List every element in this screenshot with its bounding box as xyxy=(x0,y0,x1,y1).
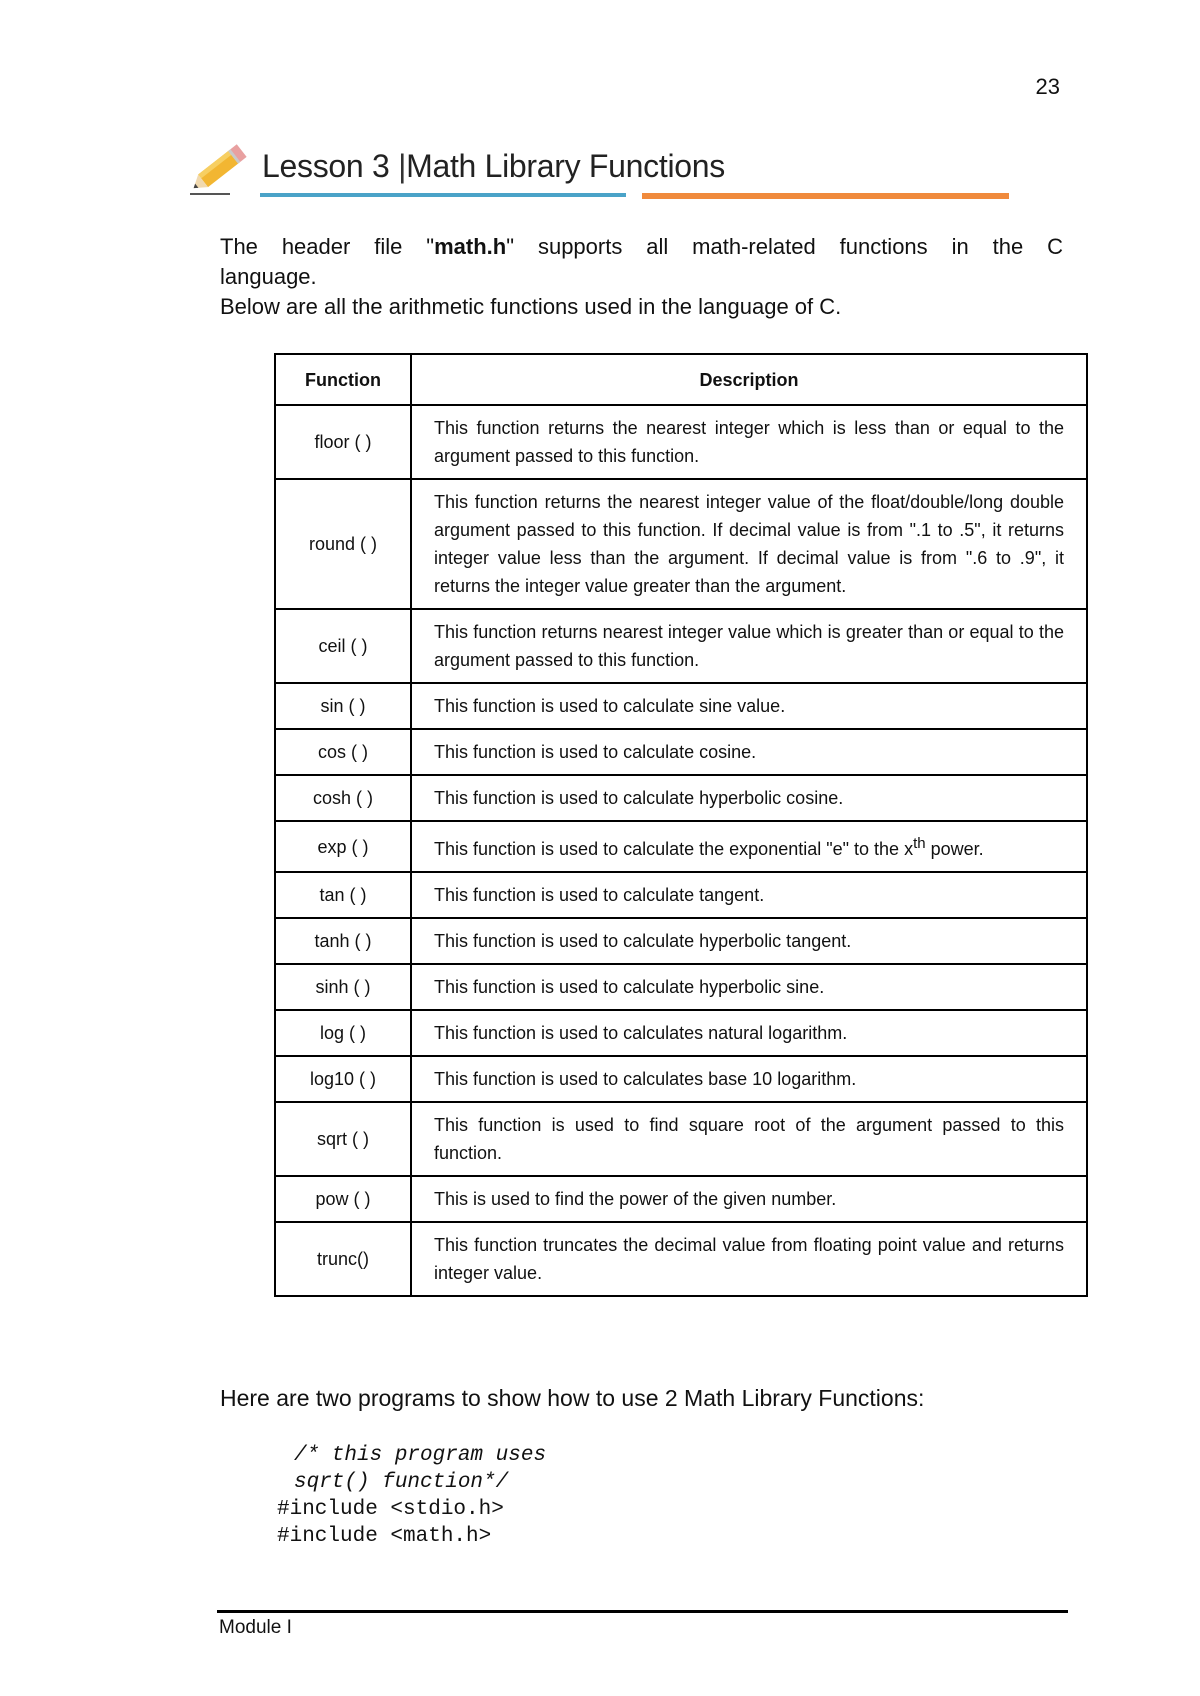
code-comment-line-2: sqrt() function*/ xyxy=(294,1471,509,1494)
table-row xyxy=(275,964,1087,1010)
code-include-math: #include <math.h> xyxy=(277,1525,492,1548)
outro-text: Here are two programs to show how to use 2 Math Library Functions: xyxy=(220,1385,925,1411)
function-name: floor ( ) xyxy=(275,405,411,479)
function-name: cos ( ) xyxy=(275,729,411,775)
table-row xyxy=(275,1222,1087,1296)
math-h-bold: math.h xyxy=(434,234,507,259)
table-row xyxy=(275,821,1087,872)
pencil-icon xyxy=(190,134,254,198)
function-description: This function returns the nearest integer value of the float/double/long double argument passed to this function. If decimal value is from ".1 to .5", it returns integer value less than the argument. If decimal value is from ".6 to .9", it returns the integer value greater than the argument. xyxy=(411,479,1087,609)
code-include-stdio: #include <stdio.h> xyxy=(277,1498,504,1521)
function-name: exp ( ) xyxy=(275,821,411,872)
function-description: This function is used to calculates natural logarithm. xyxy=(411,1010,1087,1056)
function-name: tanh ( ) xyxy=(275,918,411,964)
header-function: Function xyxy=(275,354,411,405)
title-underline-blue xyxy=(260,193,626,197)
function-description: This function returns the nearest integer which is less than or equal to the argument passed to this function. xyxy=(411,405,1087,479)
function-description: This function is used to find square root of the argument passed to this function. xyxy=(411,1102,1087,1176)
lesson-label: Lesson 3 xyxy=(262,148,390,184)
table-row xyxy=(275,683,1087,729)
function-name: ceil ( ) xyxy=(275,609,411,683)
table-row xyxy=(275,1176,1087,1222)
function-description: This function truncates the decimal value from floating point value and returns integer value. xyxy=(411,1222,1087,1296)
function-name: log ( ) xyxy=(275,1010,411,1056)
function-description: This is used to find the power of the given number. xyxy=(411,1176,1087,1222)
page-number: 23 xyxy=(1035,74,1060,99)
table-row xyxy=(275,775,1087,821)
title-underline-orange xyxy=(642,193,1009,199)
function-description: This function is used to calculate hyperbolic tangent. xyxy=(411,918,1087,964)
table-row xyxy=(275,918,1087,964)
footer-module: Module I xyxy=(219,1617,292,1638)
table-row xyxy=(275,479,1087,609)
function-name: round ( ) xyxy=(275,479,411,609)
function-description: This function is used to calculate the exponential "e" to the $x^{th}$ power. xyxy=(411,821,1087,872)
function-name: sinh ( ) xyxy=(275,964,411,1010)
code-comment-line-1: /* this program uses xyxy=(294,1444,547,1467)
table-header-row xyxy=(275,354,1087,405)
function-description: This function is used to calculate sine value. xyxy=(411,683,1087,729)
lesson-title xyxy=(262,148,725,185)
title-separator: | xyxy=(398,148,407,184)
function-name: tan ( ) xyxy=(275,872,411,918)
function-name: trunc() xyxy=(275,1222,411,1296)
function-description: This function is used to calculate tangent. xyxy=(411,872,1087,918)
table-row xyxy=(275,1010,1087,1056)
function-name: sin ( ) xyxy=(275,683,411,729)
function-name: sqrt ( ) xyxy=(275,1102,411,1176)
footer-rule xyxy=(217,1610,1068,1613)
function-description: This function is used to calculate hyperbolic sine. xyxy=(411,964,1087,1010)
table-row xyxy=(275,405,1087,479)
function-name: log10 ( ) xyxy=(275,1056,411,1102)
function-name: pow ( ) xyxy=(275,1176,411,1222)
superscript-th: th xyxy=(913,835,926,852)
code-snippet xyxy=(277,1442,546,1550)
intro-line-1: The header file "math.h" supports all math-related functions in the C xyxy=(220,234,1064,259)
function-description: This function is used to calculate hyperbolic cosine. xyxy=(411,775,1087,821)
function-description: This function is used to calculates base 10 logarithm. xyxy=(411,1056,1087,1102)
table-row xyxy=(275,1056,1087,1102)
intro-line-1-cont: language. xyxy=(220,264,317,289)
function-description: This function returns nearest integer value which is greater than or equal to the argument passed to this function. xyxy=(411,609,1087,683)
table-row xyxy=(275,609,1087,683)
intro-line-2: Below are all the arithmetic functions used in the language of C. xyxy=(220,294,842,319)
table-row xyxy=(275,1102,1087,1176)
header-description: Description xyxy=(411,354,1087,405)
table-row xyxy=(275,729,1087,775)
intro-paragraph xyxy=(220,232,1063,322)
functions-table xyxy=(274,353,1088,1297)
function-description: This function is used to calculate cosine. xyxy=(411,729,1087,775)
lesson-name: Math Library Functions xyxy=(406,148,725,184)
table-row xyxy=(275,872,1087,918)
function-name: cosh ( ) xyxy=(275,775,411,821)
